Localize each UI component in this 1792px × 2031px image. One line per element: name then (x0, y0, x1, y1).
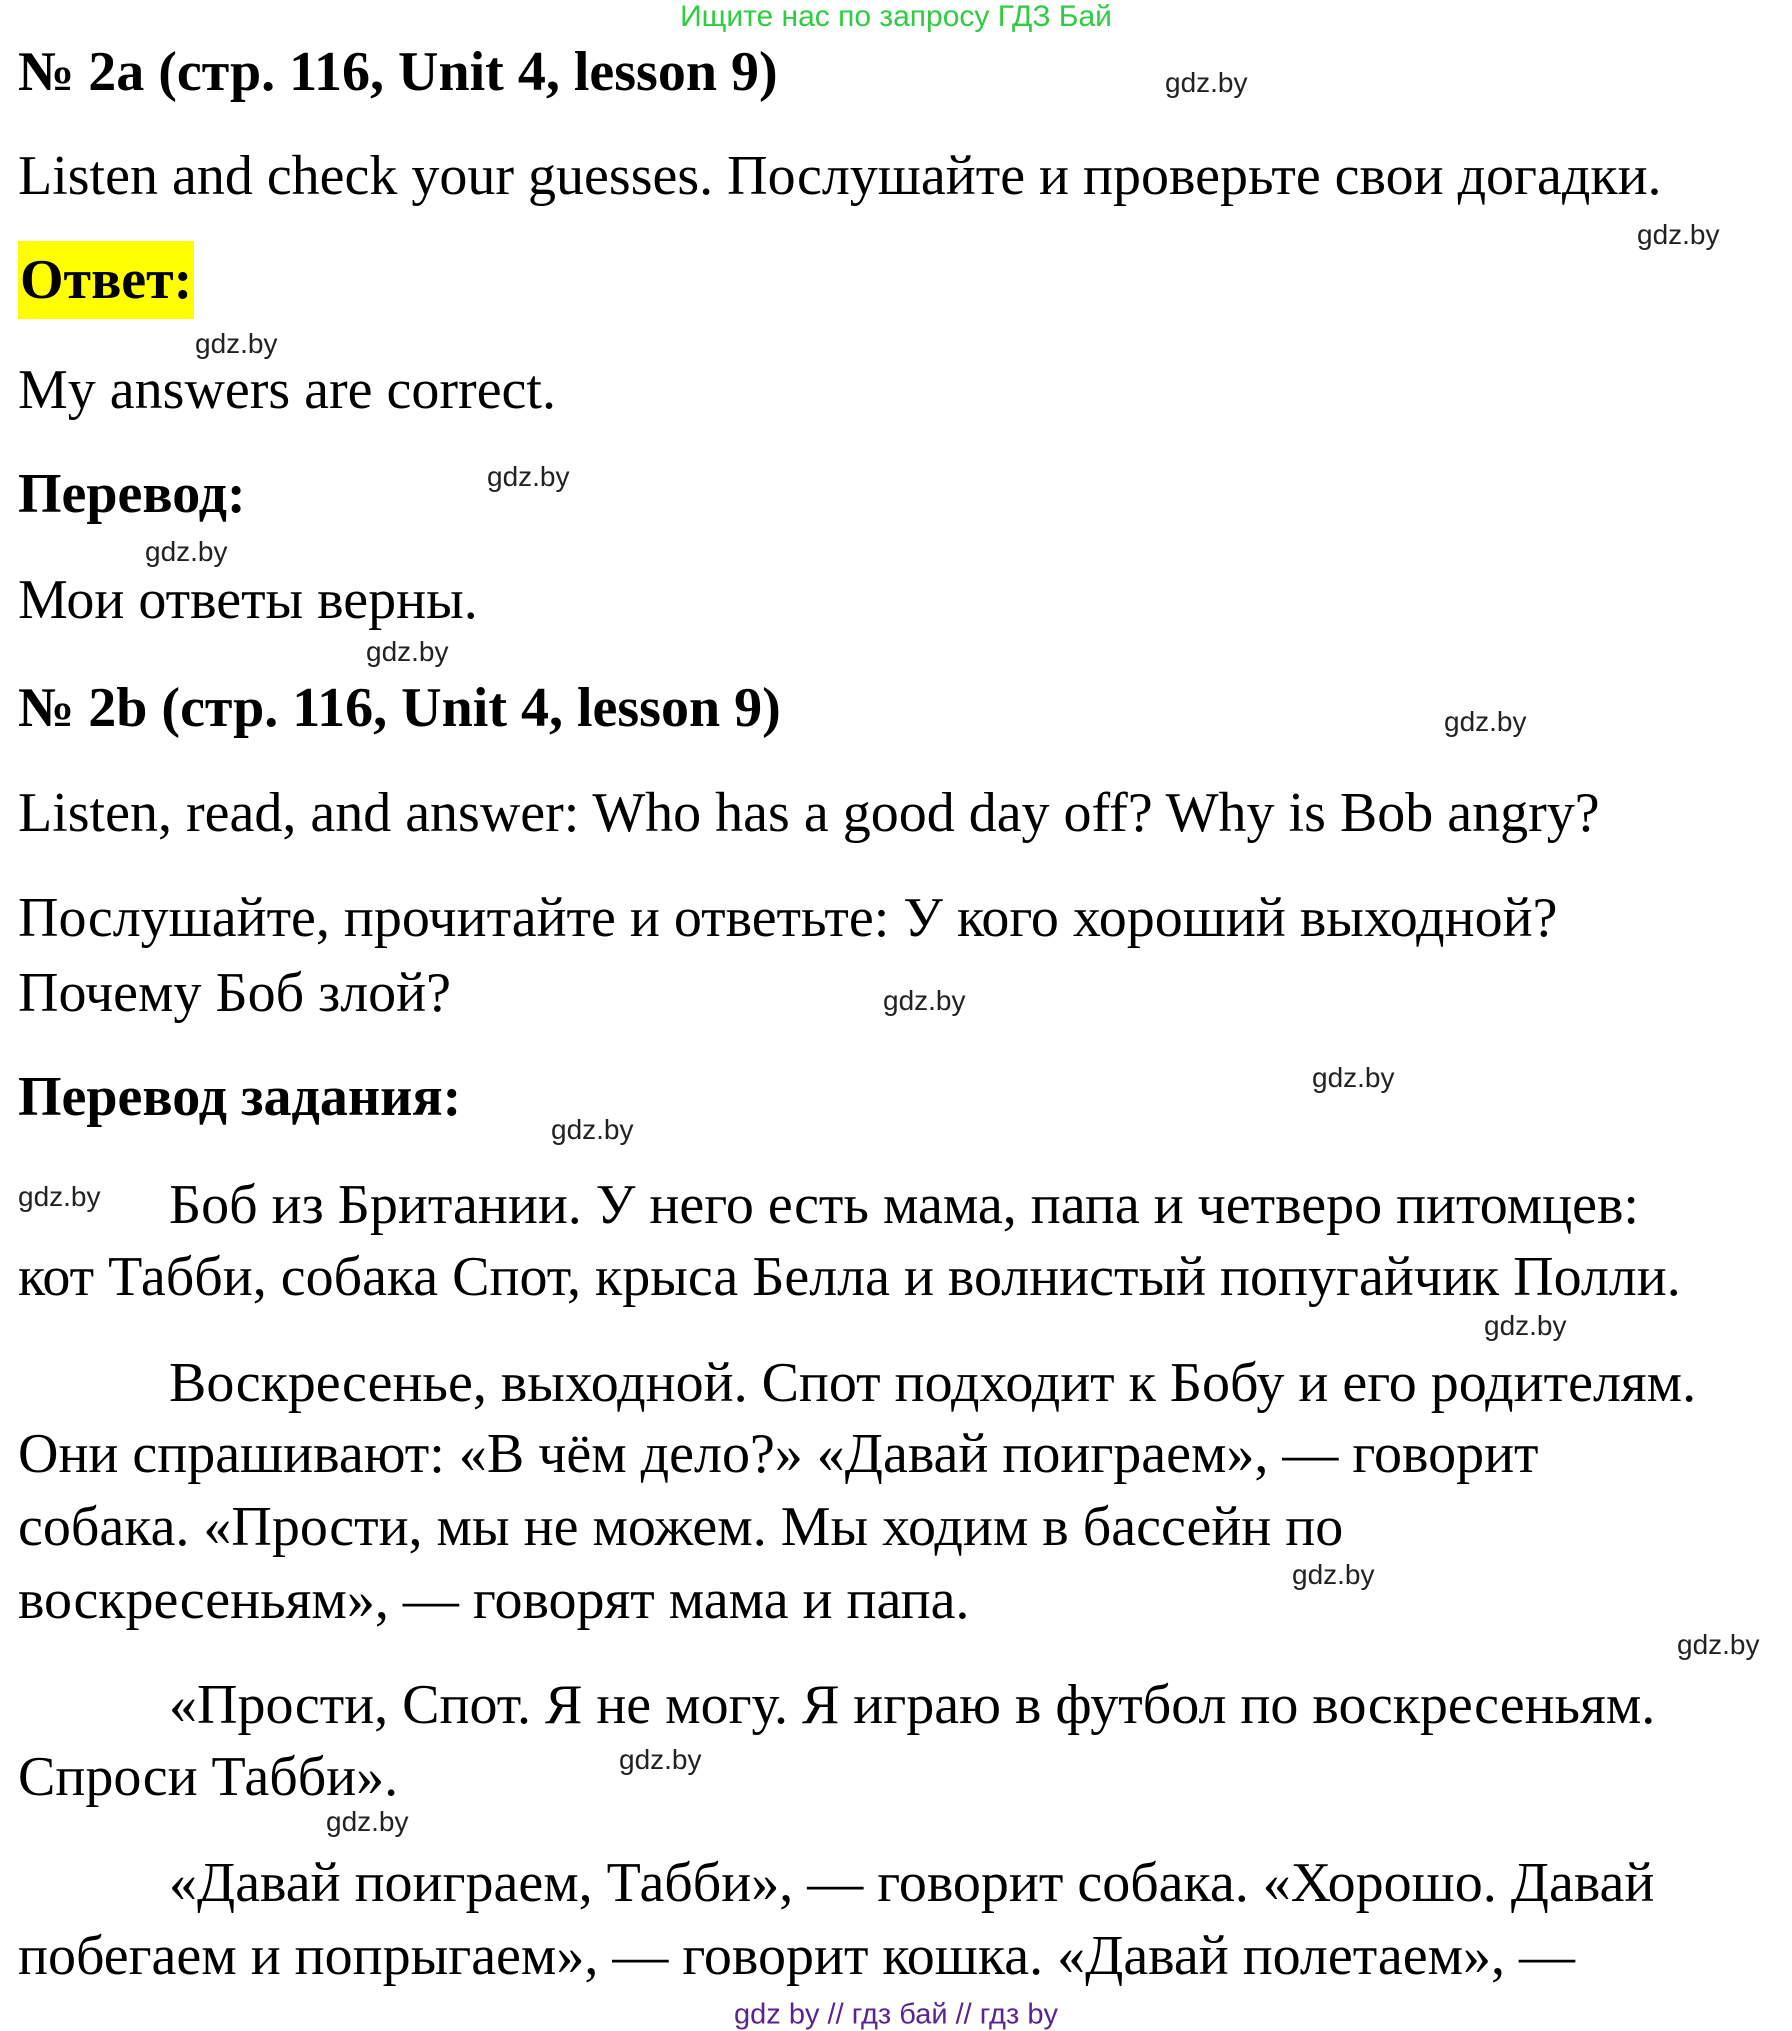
watermark: gdz.by (195, 328, 278, 359)
answer-text: My answers are correct. (18, 359, 556, 421)
watermark: gdz.by (1677, 1629, 1760, 1660)
watermark: gdz.by (1312, 1062, 1395, 1093)
top-banner[interactable]: Ищите нас по запросу ГДЗ Бай (680, 0, 1112, 33)
watermark: gdz.by (366, 636, 449, 667)
story-line: Они спрашивают: «В чём дело?» «Давай поиграем», — говорит (18, 1423, 1539, 1485)
task-2b-instruction-ru-2: Почему Боб злой? (18, 962, 451, 1024)
story-line: побегаем и попрыгаем», — говорит кошка. «Давай полетаем», — (18, 1925, 1576, 1987)
translation-text: Мои ответы верны. (18, 569, 478, 631)
answer-label-highlight: Ответ: (18, 241, 194, 319)
story-line: Боб из Британии. У него есть мама, папа и четверо питомцев: (169, 1174, 1639, 1236)
watermark: gdz.by (1165, 67, 1248, 98)
story-line: кот Табби, собака Спот, крыса Белла и волнистый попугайчик Полли. (18, 1246, 1681, 1308)
watermark: gdz.by (1637, 219, 1720, 250)
task-2b-heading: № 2b (стр. 116, Unit 4, lesson 9) (18, 677, 781, 739)
task-2b-instruction-en: Listen, read, and answer: Who has a good day off? Why is Bob angry? (18, 782, 1600, 844)
watermark: gdz.by (1292, 1559, 1375, 1590)
task-2a-instruction: Listen and check your guesses. Послушайте и проверьте свои догадки. (18, 145, 1662, 207)
task-2b-instruction-ru-1: Послушайте, прочитайте и ответьте: У кого хороший выходной? (18, 887, 1558, 949)
watermark: gdz.by (619, 1744, 702, 1775)
story-line: «Давай поиграем, Табби», — говорит собака. «Хорошо. Давай (169, 1852, 1655, 1914)
watermark: gdz.by (145, 536, 228, 567)
task-translation-label: Перевод задания: (18, 1066, 462, 1128)
footer-links[interactable]: gdz by // гдз бай // гдз by (734, 1998, 1058, 2031)
story-line: собака. «Прости, мы не можем. Мы ходим в бассейн по (18, 1496, 1344, 1558)
watermark: gdz.by (1484, 1310, 1567, 1341)
watermark: gdz.by (551, 1114, 634, 1145)
watermark: gdz.by (1444, 706, 1527, 737)
story-line: воскресеньям», — говорят мама и папа. (18, 1569, 970, 1631)
watermark: gdz.by (326, 1806, 409, 1837)
story-line: «Прости, Спот. Я не могу. Я играю в футбол по воскресеньям. (169, 1674, 1656, 1736)
watermark: gdz.by (883, 985, 966, 1016)
story-line: Воскресенье, выходной. Спот подходит к Бобу и его родителям. (169, 1352, 1697, 1414)
translation-label: Перевод: (18, 463, 246, 525)
watermark: gdz.by (18, 1181, 101, 1212)
watermark: gdz.by (487, 461, 570, 492)
story-line: Спроси Табби». (18, 1746, 399, 1808)
task-2a-heading: № 2a (стр. 116, Unit 4, lesson 9) (18, 41, 778, 103)
answer-label (18, 249, 194, 311)
